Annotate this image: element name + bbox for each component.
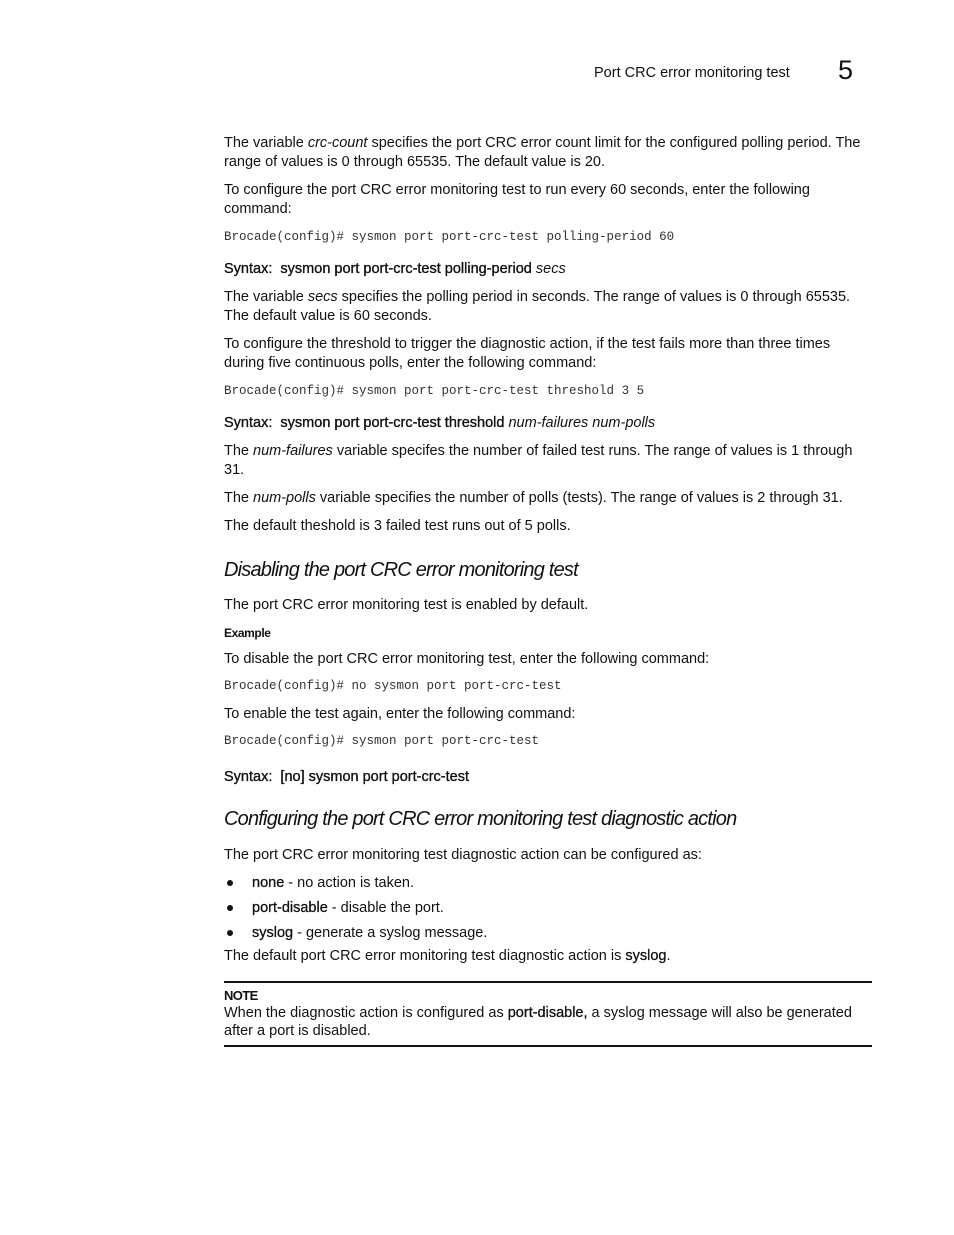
paragraph-enable-instruction: To enable the test again, enter the following command: <box>224 706 576 722</box>
list-item: none - no action is taken. <box>224 874 872 893</box>
variable-secs: secs <box>307 289 338 305</box>
code-threshold: Brocade(config)# sysmon port port-crc-test threshold 3 5 <box>224 384 645 398</box>
code-disable: Brocade(config)# no sysmon port port-crc-test <box>224 679 562 693</box>
code-enable: Brocade(config)# sysmon port port-crc-test <box>224 734 540 748</box>
list-item: syslog - generate a syslog message. <box>224 924 872 943</box>
paragraph-num-polls: The num-polls variable specifies the number of polls (tests). The range of values is 2 through 31. <box>224 490 843 506</box>
bullet-icon <box>227 880 233 886</box>
paragraph-default-action: The default port CRC error monitoring test diagnostic action is syslog. <box>224 948 671 964</box>
code-polling-period: Brocade(config)# sysmon port port-crc-test polling-period 60 <box>224 230 675 244</box>
page-content <box>224 134 872 1047</box>
paragraph-configure-threshold: To configure the threshold to trigger the diagnostic action, if the test fails more than three times during five continuous polls, enter the following command: <box>224 336 831 371</box>
note-box <box>224 981 872 1047</box>
syntax-no-sysmon: Syntax: [no] sysmon port port-crc-test <box>224 769 469 785</box>
action-options-list <box>224 874 872 943</box>
paragraph-action-intro: The port CRC error monitoring test diagnostic action can be configured as: <box>224 847 702 863</box>
bullet-icon <box>227 905 233 911</box>
variable-crc-count: crc-count <box>307 135 368 151</box>
paragraph-configure-polling: To configure the port CRC error monitoring test to run every 60 seconds, enter the following command: <box>224 182 810 217</box>
bullet-icon <box>227 930 233 936</box>
variable-num-failures: num-failures <box>253 443 333 459</box>
chapter-number: 5 <box>838 55 854 85</box>
paragraph-default-threshold: The default theshold is 3 failed test runs out of 5 polls. <box>224 518 571 534</box>
paragraph-secs: The variable secs specifies the polling period in seconds. The range of values is 0 through 65535. The default value is 60 seconds. <box>224 289 851 324</box>
syntax-polling-period: Syntax: sysmon port port-crc-test polling-period secs <box>224 261 566 277</box>
example-label: Example <box>224 626 271 640</box>
note-label: NOTE <box>224 988 258 1003</box>
syntax-threshold: Syntax: sysmon port port-crc-test threshold num-failures num-polls <box>224 415 656 431</box>
variable-num-polls: num-polls <box>253 490 316 506</box>
paragraph-num-failures: The num-failures variable specifes the number of failed test runs. The range of values is 1 through 31. <box>224 443 853 478</box>
paragraph-enabled-by-default: The port CRC error monitoring test is enabled by default. <box>224 597 589 613</box>
heading-configuring-action: Configuring the port CRC error monitoring test diagnostic action <box>224 808 737 830</box>
note-text: When the diagnostic action is configured as port-disable, a syslog message will also be generated after a port is disabled. <box>224 1005 852 1039</box>
heading-disabling-test: Disabling the port CRC error monitoring test <box>224 559 578 581</box>
paragraph-disable-instruction: To disable the port CRC error monitoring test, enter the following command: <box>224 651 710 667</box>
running-header-title: Port CRC error monitoring test <box>594 65 790 81</box>
paragraph-crc-count: The variable crc-count specifies the port CRC error count limit for the configured polling period. The range of values is 0 through 65535. The default value is 20. <box>224 135 861 170</box>
list-item: port-disable - disable the port. <box>224 899 872 918</box>
